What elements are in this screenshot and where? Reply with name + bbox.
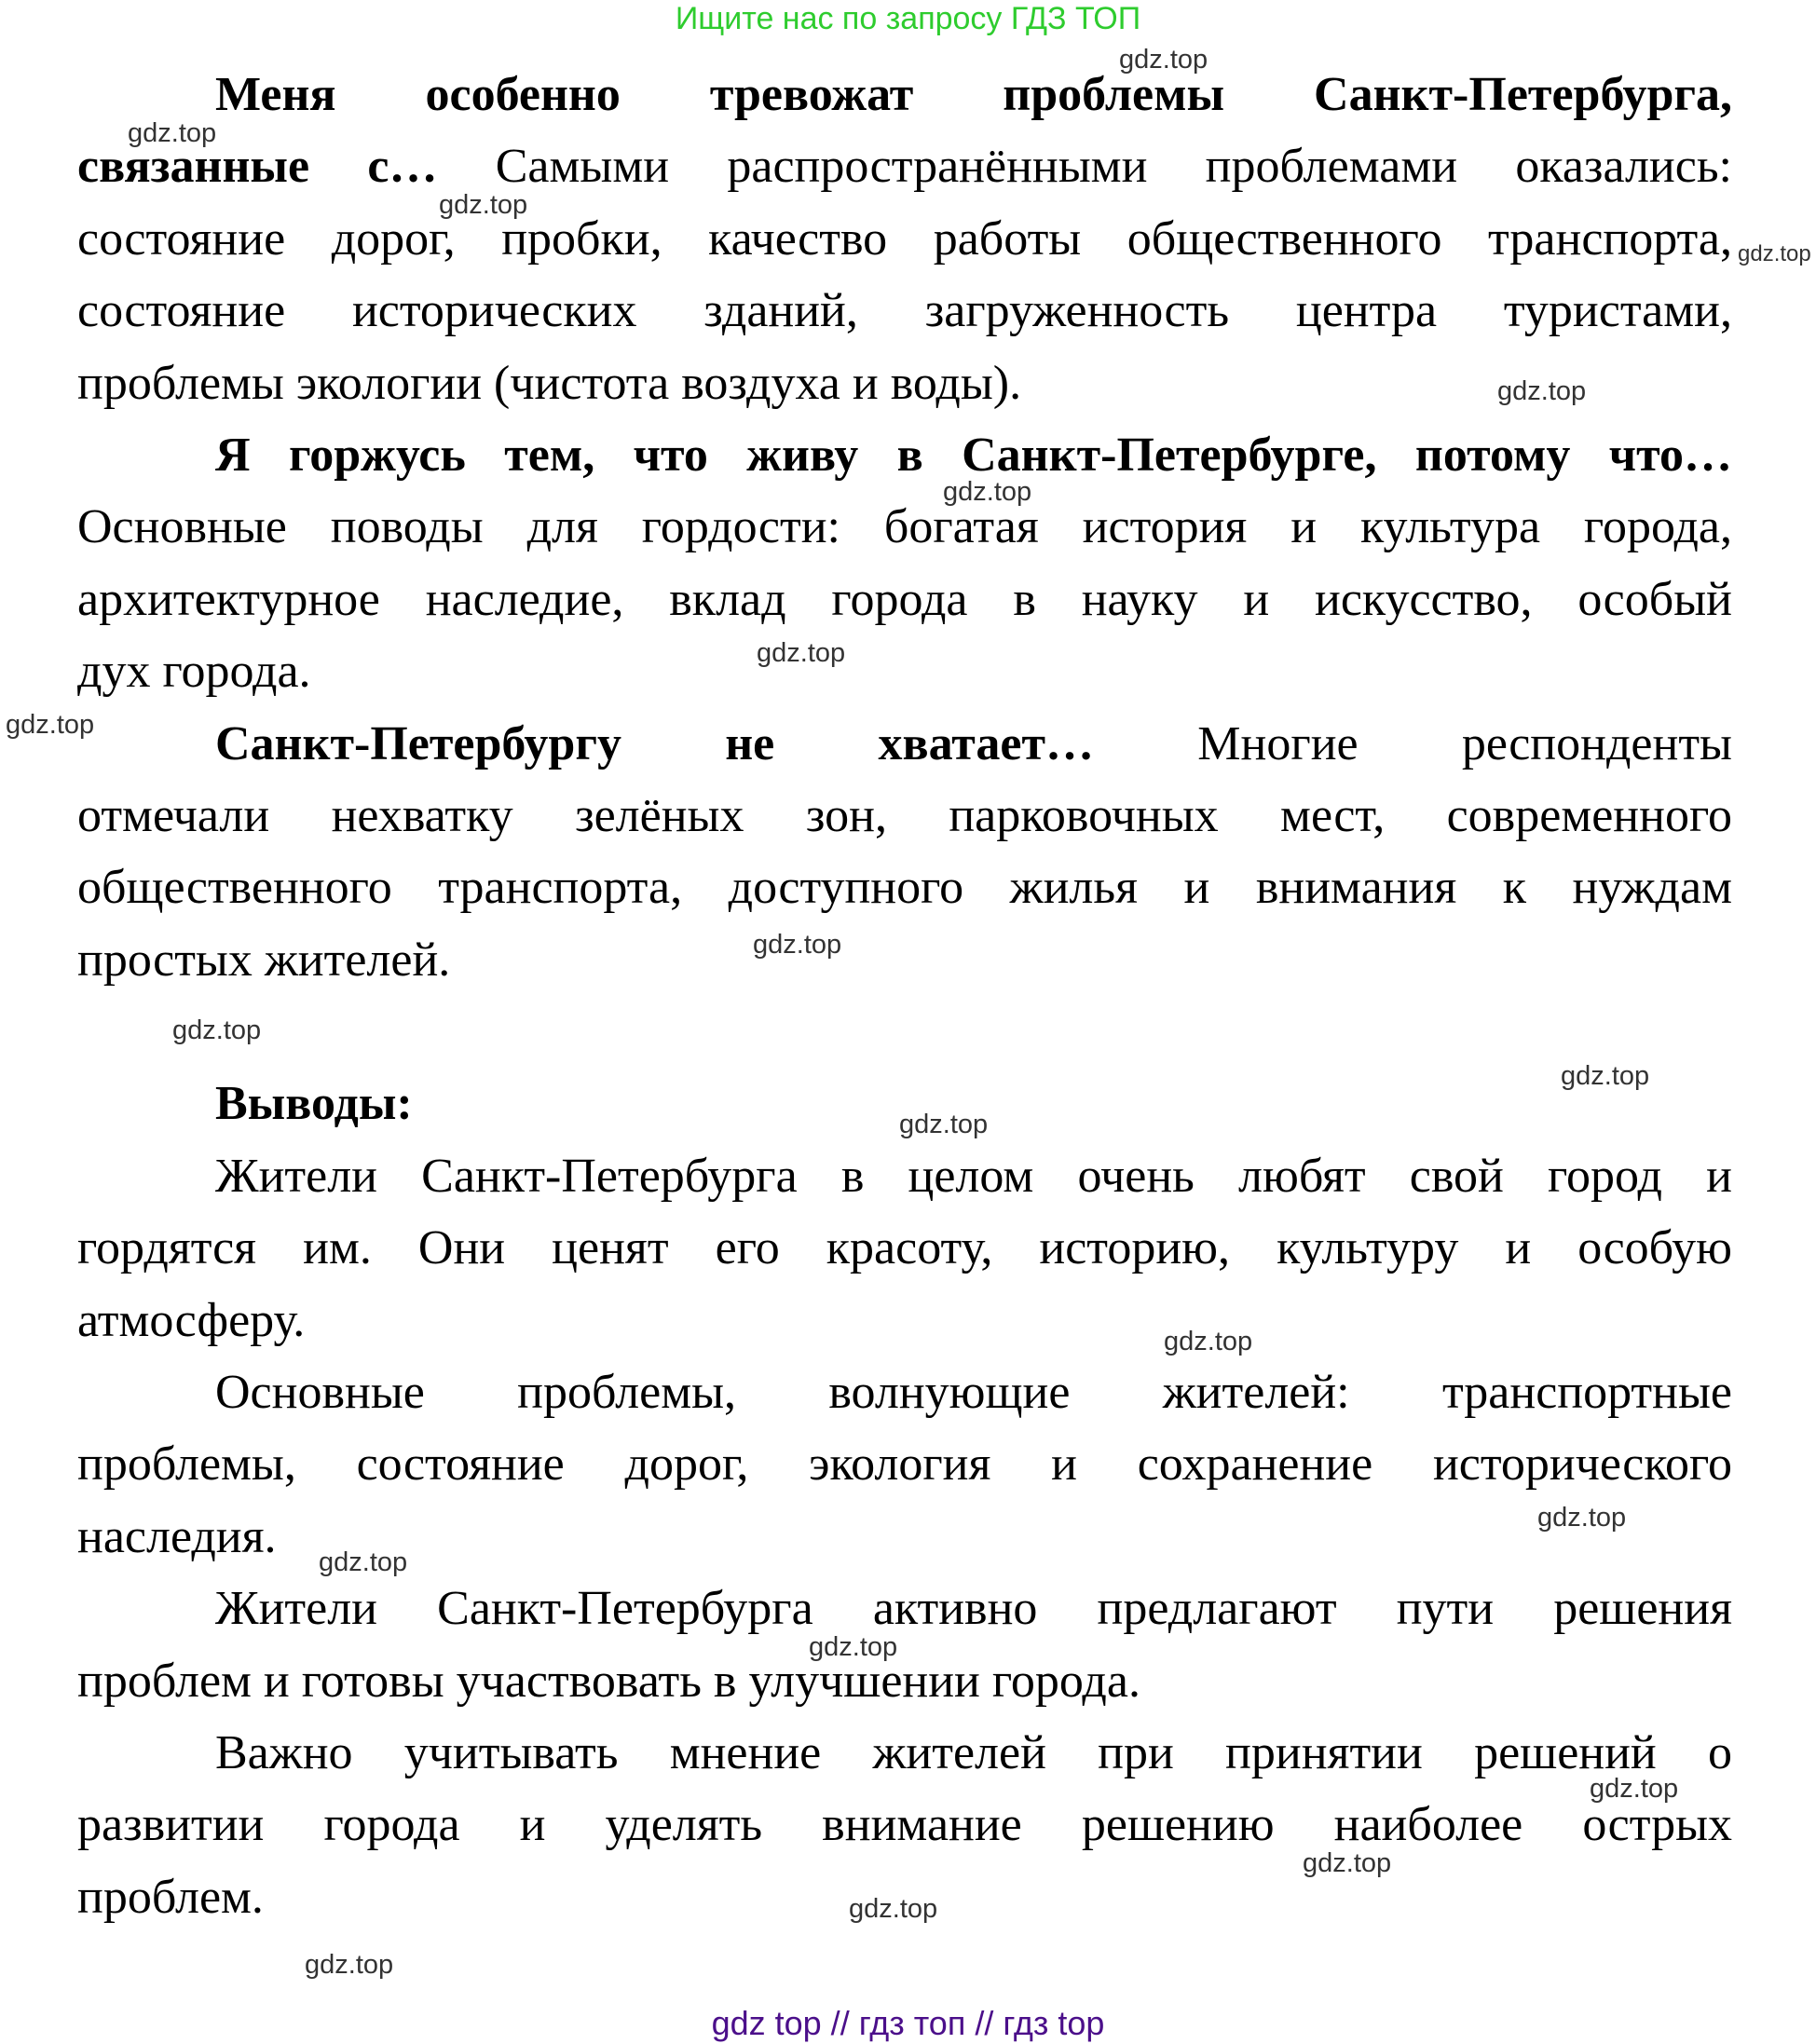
text-line bbox=[77, 996, 1732, 1068]
watermark: gdz.top bbox=[757, 638, 846, 668]
bold-heading-text: Я горжусь тем, что живу в Санкт-Петербурге, потому что… bbox=[215, 428, 1732, 482]
text-line bbox=[77, 780, 1732, 852]
body-text: наследия. bbox=[77, 1509, 277, 1563]
body-text: Самыми распространёнными проблемами оказались: bbox=[437, 140, 1733, 194]
text-line bbox=[77, 708, 1732, 780]
text-line bbox=[77, 1212, 1732, 1284]
watermark: gdz.top bbox=[1537, 1503, 1627, 1533]
body-text: простых жителей. bbox=[77, 933, 451, 987]
text-line bbox=[77, 924, 1732, 996]
body-text: Основные поводы для гордости: богатая история и культура города, bbox=[77, 500, 1732, 554]
body-text: Важно учитывать мнение жителей при принятии решений о bbox=[215, 1725, 1732, 1779]
watermark: gdz.top bbox=[943, 477, 1032, 507]
body-text: атмосферу. bbox=[77, 1293, 306, 1347]
body-text: развитии города и уделять внимание решению наиболее острых bbox=[77, 1798, 1732, 1852]
watermark: gdz.top bbox=[1164, 1327, 1253, 1356]
bold-heading-text: связанные с… bbox=[77, 140, 438, 194]
watermark: gdz.top bbox=[128, 118, 217, 148]
watermark: gdz.top bbox=[305, 1950, 394, 1980]
watermark: gdz.top bbox=[1303, 1848, 1392, 1878]
body-text: общественного транспорта, доступного жилья и внимания к нуждам bbox=[77, 861, 1732, 915]
watermark: gdz.top bbox=[319, 1547, 408, 1577]
body-text: проблемы экологии (чистота воздуха и воды). bbox=[77, 356, 1022, 410]
text-line bbox=[77, 1285, 1732, 1356]
watermark: gdz.top bbox=[1590, 1774, 1679, 1804]
text-line bbox=[77, 130, 1732, 202]
watermark: gdz.top bbox=[809, 1632, 898, 1662]
body-text: состояние исторических зданий, загруженность центра туристами, bbox=[77, 284, 1732, 338]
bold-heading-text: Выводы: bbox=[215, 1077, 413, 1131]
body-text: Жители Санкт-Петербурга в целом очень любят свой город и bbox=[215, 1149, 1732, 1203]
body-text: гордятся им. Они ценят его красоту, историю, культуру и особую bbox=[77, 1221, 1732, 1275]
body-text: Многие респонденты bbox=[1094, 716, 1732, 770]
watermark: gdz.top bbox=[899, 1110, 989, 1139]
watermark: gdz.top bbox=[1561, 1061, 1650, 1091]
watermark: gdz.top bbox=[6, 710, 95, 740]
text-line bbox=[77, 491, 1732, 563]
watermark: gdz.top bbox=[1119, 45, 1208, 75]
document-body bbox=[77, 59, 1732, 1933]
watermark: gdz.top bbox=[1497, 376, 1587, 406]
body-text: архитектурное наследие, вклад города в науку и искусство, особый bbox=[77, 572, 1732, 626]
text-line bbox=[77, 1573, 1732, 1644]
text-line bbox=[77, 1789, 1732, 1860]
watermark: gdz.top bbox=[849, 1894, 938, 1924]
text-line bbox=[77, 1645, 1732, 1717]
text-line bbox=[77, 419, 1732, 491]
text-line bbox=[77, 1717, 1732, 1789]
footer-links: gdz top // гдз топ // гдз top bbox=[711, 2004, 1105, 2042]
text-line bbox=[77, 347, 1732, 419]
text-line bbox=[77, 852, 1732, 923]
watermark: gdz.top bbox=[753, 930, 842, 960]
search-banner: Ищите нас по запросу ГДЗ ТОП bbox=[675, 1, 1141, 36]
text-line bbox=[77, 1140, 1732, 1212]
text-line bbox=[77, 203, 1732, 275]
body-text: проблем. bbox=[77, 1870, 264, 1924]
body-text: Основные проблемы, волнующие жителей: транспортные bbox=[215, 1366, 1732, 1420]
text-line bbox=[77, 59, 1732, 130]
bold-heading-text: Санкт-Петербургу не хватает… bbox=[215, 716, 1095, 770]
body-text: дух города. bbox=[77, 645, 311, 699]
text-line bbox=[77, 635, 1732, 707]
text-line bbox=[77, 564, 1732, 635]
body-text: Жители Санкт-Петербурга активно предлагают пути решения bbox=[215, 1582, 1732, 1636]
watermark: gdz.top bbox=[1738, 241, 1811, 266]
body-text: отмечали нехватку зелёных зон, парковочных мест, современного bbox=[77, 788, 1732, 842]
body-text: проблем и готовы участвовать в улучшении города. bbox=[77, 1654, 1140, 1708]
watermark: gdz.top bbox=[172, 1015, 262, 1045]
bold-heading-text: Меня особенно тревожат проблемы Санкт-Петербурга, bbox=[215, 68, 1732, 121]
text-line bbox=[77, 275, 1732, 347]
text-line bbox=[77, 1356, 1732, 1428]
body-text: состояние дорог, пробки, качество работы общественного транспорта, bbox=[77, 211, 1732, 266]
watermark: gdz.top bbox=[439, 190, 528, 220]
body-text: проблемы, состояние дорог, экология и сохранение исторического bbox=[77, 1438, 1732, 1492]
text-line bbox=[77, 1428, 1732, 1500]
